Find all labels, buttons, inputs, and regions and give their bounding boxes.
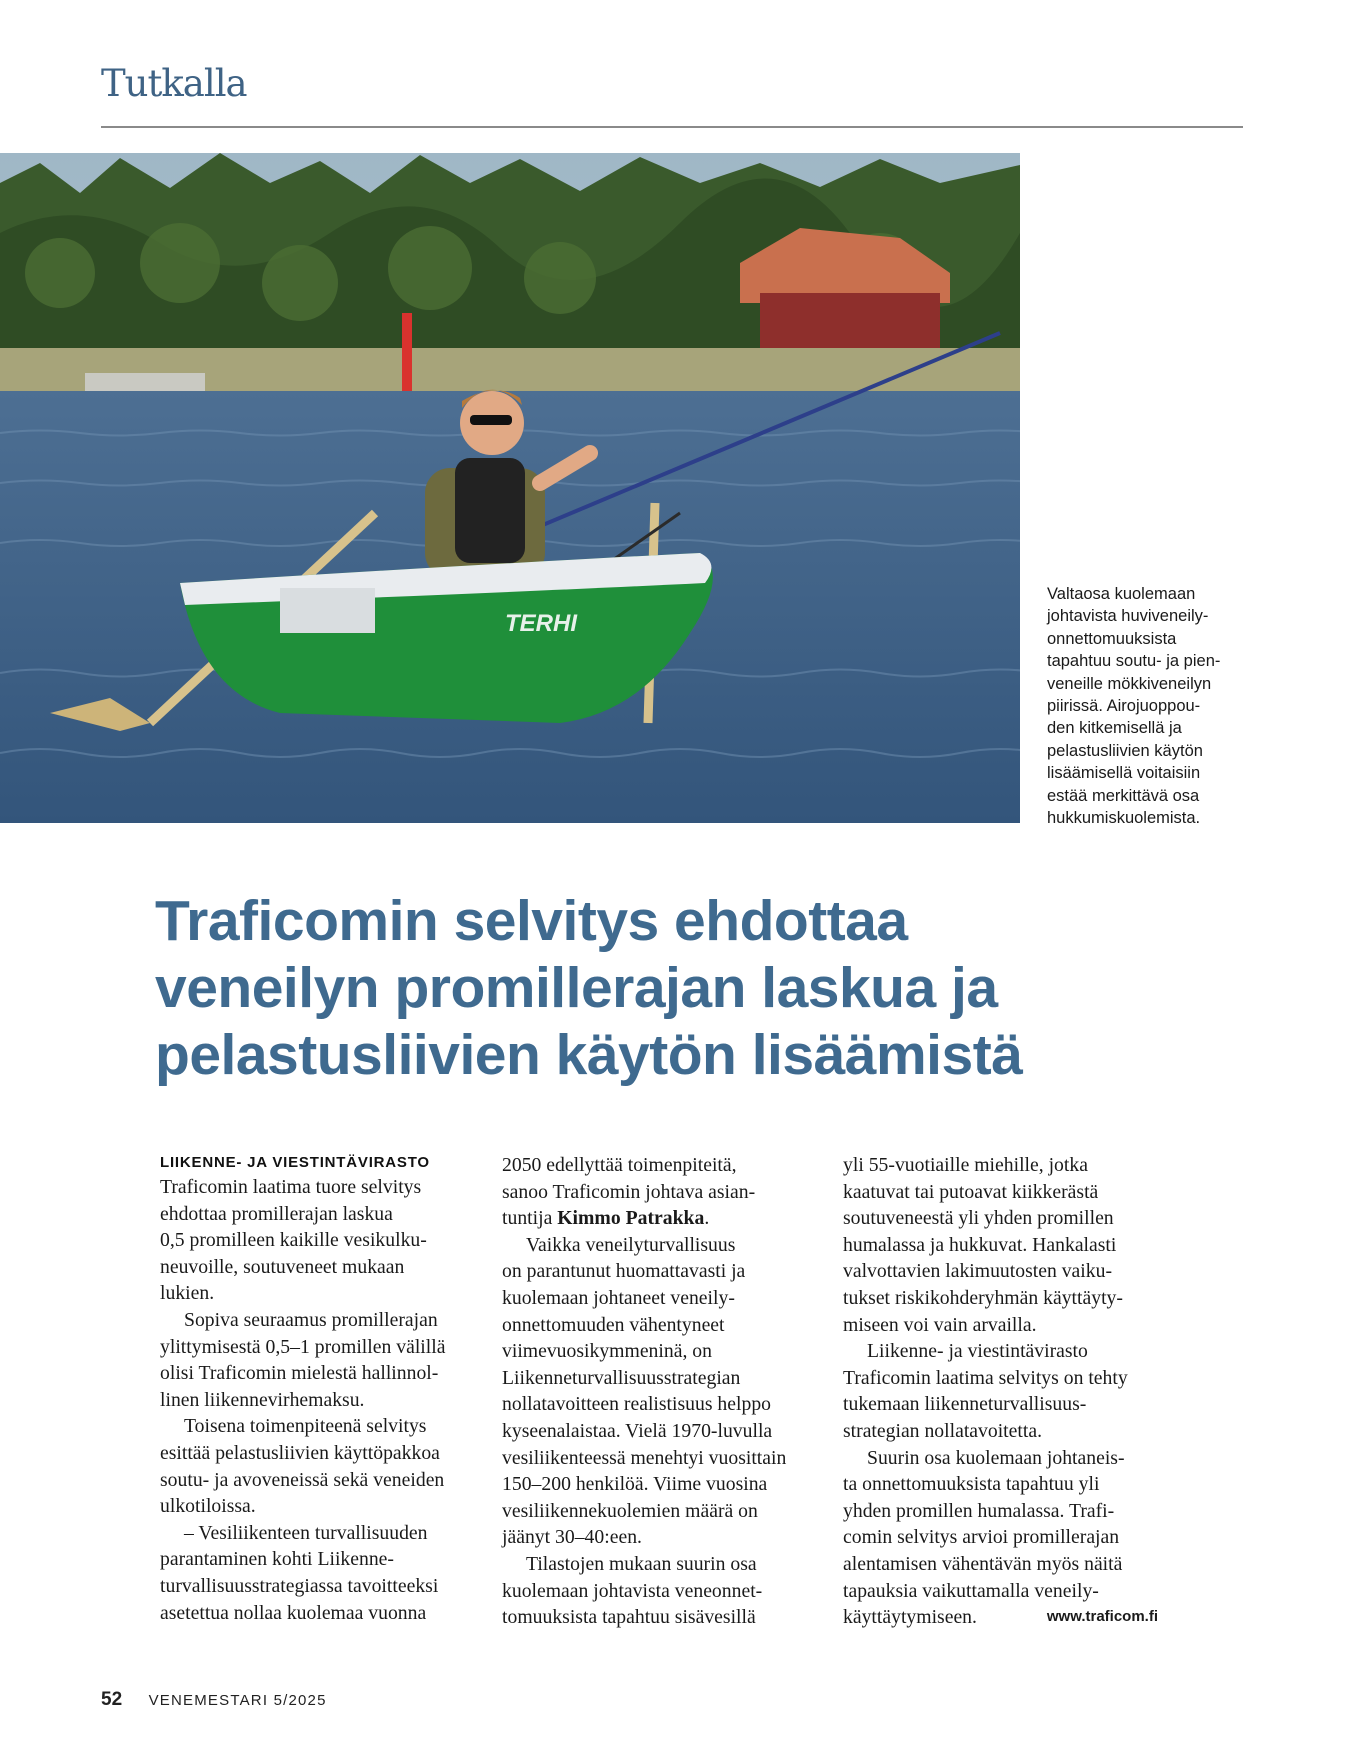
body-line: – Vesiliikenteen turvallisuuden (184, 1521, 428, 1544)
magazine-issue: VENEMESTARI 5/2025 (148, 1692, 327, 1709)
photo-caption: Valtaosa kuolemaan johtavista huviveneily- onnettomuuksista tapahtuu soutu- ja pien- veneille mökkiveneilyn piirissä. Airojuoppou- den kitkemisellä ja pelastusliivien käytön lisäämisellä voitaisiin estää merkittävä osa hukkumiskuolemista. (1047, 585, 1221, 828)
body-line: Traficomin laatima tuore selvitys (160, 1176, 422, 1198)
body-line: 0,5 promilleen kaikille vesikulku- (160, 1229, 427, 1252)
body-line: nollatavoitteen realistisuus helppo (502, 1393, 772, 1416)
body-line: Liikenneturvallisuusstrategian (502, 1366, 741, 1389)
body-line: viimevuosikymmeninä, on (502, 1340, 712, 1363)
body-text: . (704, 1207, 710, 1230)
body-line: valvottavien lakimuutosten vaiku- (843, 1260, 1113, 1283)
body-line: asetettua nollaa kuolemaa vuonna (160, 1601, 427, 1624)
body-line: tapauksia vaikuttamalla veneily- (843, 1579, 1099, 1602)
body-line: linen liikennevirhemaksu. (160, 1388, 365, 1411)
body-line: vesiliikennekuolemien määrä on (502, 1499, 758, 1522)
page-number: 52 (101, 1689, 123, 1710)
body-line: Liikenne- ja viestintävirasto (867, 1340, 1088, 1363)
body-line: 2050 edellyttää toimenpiteitä, (502, 1154, 737, 1176)
body-line: Vaikka veneilyturvallisuus (526, 1233, 736, 1256)
boat-lettering: TERHI (505, 610, 577, 637)
body-line: jäänyt 30–40:een. (502, 1526, 642, 1549)
article-column-2 (502, 1152, 817, 1631)
body-line: olisi Traficomin mielestä hallinnol- (160, 1362, 439, 1385)
body-text: tuntija (502, 1207, 558, 1230)
body-line: kaatuvat tai putoavat kiikkerästä (843, 1180, 1099, 1203)
body-line: strategian nollatavoitetta. (843, 1419, 1042, 1442)
body-line: esittää pelastusliivien käyttöpakkoa (160, 1441, 440, 1464)
body-line: humalassa ja hukkuvat. Hankalasti (843, 1233, 1117, 1256)
body-line: yli 55-vuotiaille miehille, jotka (843, 1154, 1088, 1176)
body-line: lukien. (160, 1282, 215, 1305)
body-line: tomuuksista tapahtuu sisävesillä (502, 1606, 756, 1629)
body-line: parantaminen kohti Liikenne- (160, 1548, 394, 1571)
body-line: ulkotiloissa. (160, 1495, 256, 1518)
body-line: tukemaan liikenneturvallisuus- (843, 1393, 1087, 1416)
body-line (843, 1604, 1158, 1631)
source-link[interactable]: www.traficom.fi (1046, 1608, 1158, 1626)
body-line: comin selvitys arvioi promillerajan (843, 1526, 1120, 1549)
body-line: neuvoille, soutuveneet mukaan (160, 1255, 405, 1278)
section-title: Tutkalla (101, 62, 247, 105)
header-divider (101, 126, 1243, 128)
body-line: yhden promillen humalassa. Trafi- (843, 1499, 1115, 1522)
body-line: soutu- ja avoveneissä sekä veneiden (160, 1468, 445, 1491)
body-line: kuolemaan johtaneet veneily- (502, 1286, 735, 1309)
body-line: onnettomuuden vähentyneet (502, 1313, 725, 1336)
body-line: sanoo Traficomin johtava asian- (502, 1180, 756, 1203)
body-text: käyttäytymiseen. (843, 1606, 977, 1629)
article-headline: Traficomin selvitys ehdottaa veneilyn promillerajan laskua ja pelastusliivien käytön lisäämistä (155, 889, 1023, 1087)
body-line: alentamisen vähentävän myös näitä (843, 1552, 1123, 1575)
body-line: ehdottaa promillerajan laskua (160, 1202, 393, 1225)
body-line: kuolemaan johtavista veneonnet- (502, 1579, 763, 1602)
body-line: Suurin osa kuolemaan johtaneis- (867, 1446, 1125, 1469)
body-line: vesiliikenteessä menehtyi vuosittain (502, 1446, 787, 1469)
body-line: Sopiva seuraamus promillerajan (184, 1308, 438, 1331)
body-line: on parantunut huomattavasti ja (502, 1260, 746, 1283)
body-line: tukset riskikohderyhmän käyttäyty- (843, 1286, 1123, 1309)
article-kicker: LIIKENNE- JA VIESTINTÄVIRASTO (160, 1154, 430, 1171)
body-line: kyseenalaistaa. Vielä 1970-luvulla (502, 1419, 773, 1442)
article-column-3 (843, 1152, 1158, 1631)
body-line: soutuveneestä yli yhden promillen (843, 1207, 1114, 1230)
body-line: Traficomin laatima selvitys on tehty (843, 1366, 1128, 1389)
body-line: Tilastojen mukaan suurin osa (526, 1552, 757, 1575)
expert-name: Kimmo Patrakka (557, 1207, 705, 1230)
page-footer (101, 1689, 327, 1711)
photo-man-fishing-rowboat (0, 153, 1020, 823)
body-line: 150–200 henkilöä. Viime vuosina (502, 1473, 768, 1496)
body-line (502, 1205, 817, 1232)
article-column-1 (160, 1152, 475, 1626)
body-line: ta onnettomuuksista tapahtuu yli (843, 1473, 1100, 1496)
body-line: miseen voi vain arvailla. (843, 1313, 1037, 1336)
body-line: Toisena toimenpiteenä selvitys (184, 1415, 427, 1438)
body-line: turvallisuusstrategiassa tavoitteeksi (160, 1574, 439, 1597)
body-line: ylittymisestä 0,5–1 promillen välillä (160, 1335, 446, 1358)
